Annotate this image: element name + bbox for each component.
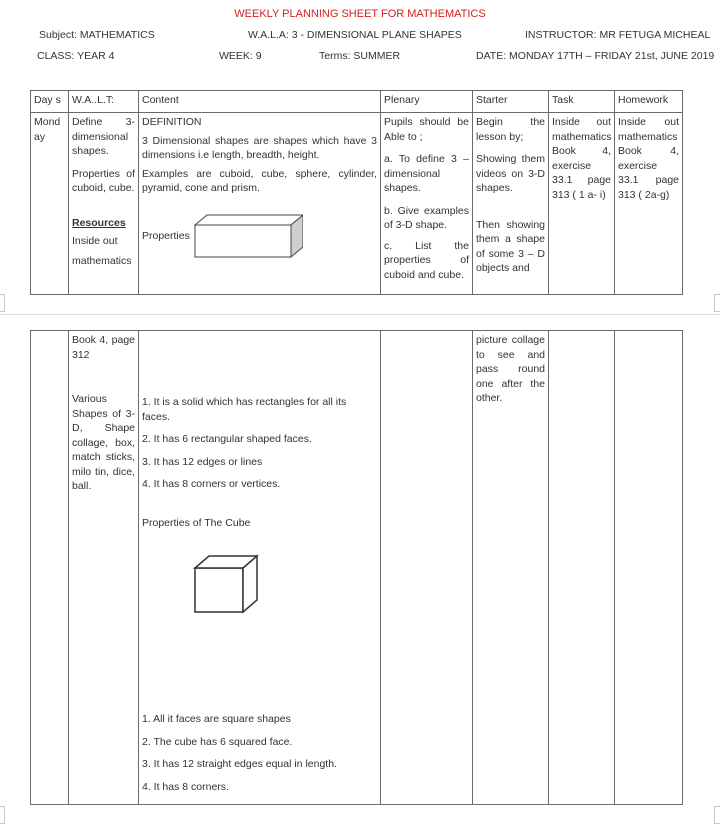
plenary-c: c. List the properties of cuboid and cube. [384, 239, 469, 281]
plenary-intro: Pupils should be Able to ; [384, 116, 469, 143]
plenary-a: a. To define 3 – dimensional shapes. [384, 153, 469, 194]
various-resources: Various Shapes of 3-D, Shape collage, box, match sticks, milo tin, dice, ball. [72, 393, 135, 492]
header-content: Content [139, 91, 381, 113]
walt-properties: Properties of cuboid, cube. [72, 167, 135, 194]
cube-property-4: 4. It has 8 corners. [142, 780, 229, 793]
task-cell [549, 113, 615, 295]
walt-cell-continued [69, 331, 139, 805]
walt-define: Define 3-dimensional shapes. [72, 116, 135, 157]
resources-label: Resources [72, 216, 126, 229]
terms-label: Terms: SUMMER [319, 50, 401, 62]
header-plenary: Plenary [381, 91, 473, 113]
page-title: WEEKLY PLANNING SHEET FOR MATHEMATICS [234, 8, 486, 20]
content-cell [139, 113, 381, 295]
day-cell-continued [31, 331, 69, 805]
examples-text: Examples are cuboid, cube, sphere, cylinder, pyramid, cone and prism. [142, 167, 377, 194]
class-label: CLASS: YEAR 4 [37, 50, 115, 62]
cuboid-property-2: 2. It has 6 rectangular shaped faces. [142, 433, 312, 445]
cube-drawing [193, 554, 259, 614]
plenary-b: b. Give examples of 3-D shape. [384, 204, 469, 231]
page-break [0, 296, 720, 330]
header-days: Day s [31, 91, 69, 113]
starter-begin: Begin the lesson by; [476, 116, 545, 143]
page-edge-left [0, 294, 5, 312]
header-starter: Starter [473, 91, 549, 113]
homework-cell-continued [615, 331, 683, 805]
definition-label: DEFINITION [142, 116, 202, 128]
cuboid-property-3: 3. It has 12 edges or lines [142, 455, 263, 468]
subject-label: Subject: MATHEMATICS [39, 29, 155, 41]
task-text: Inside out mathematics Book 4, exercise 33.1 page 313 ( 1 a- i) [552, 116, 612, 201]
starter-showing: Showing them videos on 3-D shapes. [476, 153, 545, 194]
task-cell-continued [549, 331, 615, 805]
planning-table-page-2 [30, 330, 683, 805]
table-row [31, 113, 683, 295]
date-label: DATE: MONDAY 17TH – FRIDAY 21st, JUNE 2019 [476, 50, 715, 62]
page-edge-right [714, 294, 720, 312]
homework-cell [615, 113, 683, 295]
resources-line-2: mathematics [72, 254, 132, 267]
homework-text: Inside out mathematics Book 4, exercise 33.1 page 313 ( 2a-g) [618, 116, 679, 201]
definition-text: 3 Dimensional shapes are shapes which have 3 dimensions i.e length, breadth, height. [142, 134, 377, 161]
table-row [31, 331, 683, 805]
page-edge-left-bottom [0, 806, 5, 824]
plenary-cell-continued [381, 331, 473, 805]
starter-cell [473, 113, 549, 295]
header-walt: W.A..L.T: [69, 91, 139, 113]
instructor-label: INSTRUCTOR: MR FETUGA MICHEAL [525, 29, 711, 41]
plenary-cell [381, 113, 473, 295]
cube-property-3: 3. It has 12 straight edges equal in length. [142, 758, 337, 770]
cube-properties-label: Properties of The Cube [142, 516, 251, 529]
planning-table-page-1 [30, 90, 683, 295]
starter-cell-continued [473, 331, 549, 805]
header-task: Task [549, 91, 615, 113]
table-header-row [31, 91, 683, 113]
cube-property-1: 1. All it faces are square shapes [142, 713, 291, 725]
content-cell-continued [139, 331, 381, 805]
resources-line-3: Book 4, page 312 [72, 334, 135, 361]
header-homework: Homework [615, 91, 683, 113]
starter-collage: picture collage to see and pass round one after the other. [476, 334, 545, 404]
wala-label: W.A.L.A: 3 - DIMENSIONAL PLANE SHAPES [248, 29, 462, 41]
page-break-line [0, 314, 720, 315]
day-cell [31, 113, 69, 295]
resources-line-1: Inside out [72, 235, 118, 247]
starter-then: Then showing them a shape of some 3 – D objects and [476, 218, 545, 274]
walt-cell [69, 113, 139, 295]
day-label: Mond ay [34, 116, 61, 143]
cube-property-2: 2. The cube has 6 squared face. [142, 735, 293, 748]
page-edge-right-bottom [714, 806, 720, 824]
cuboid-property-4: 4. It has 8 corners or vertices. [142, 478, 281, 490]
cuboid-drawing [193, 213, 303, 261]
cuboid-property-1: 1. It is a solid which has rectangles for all its faces. [142, 396, 347, 423]
week-label: WEEK: 9 [219, 50, 262, 62]
properties-label: Properties [142, 230, 190, 243]
